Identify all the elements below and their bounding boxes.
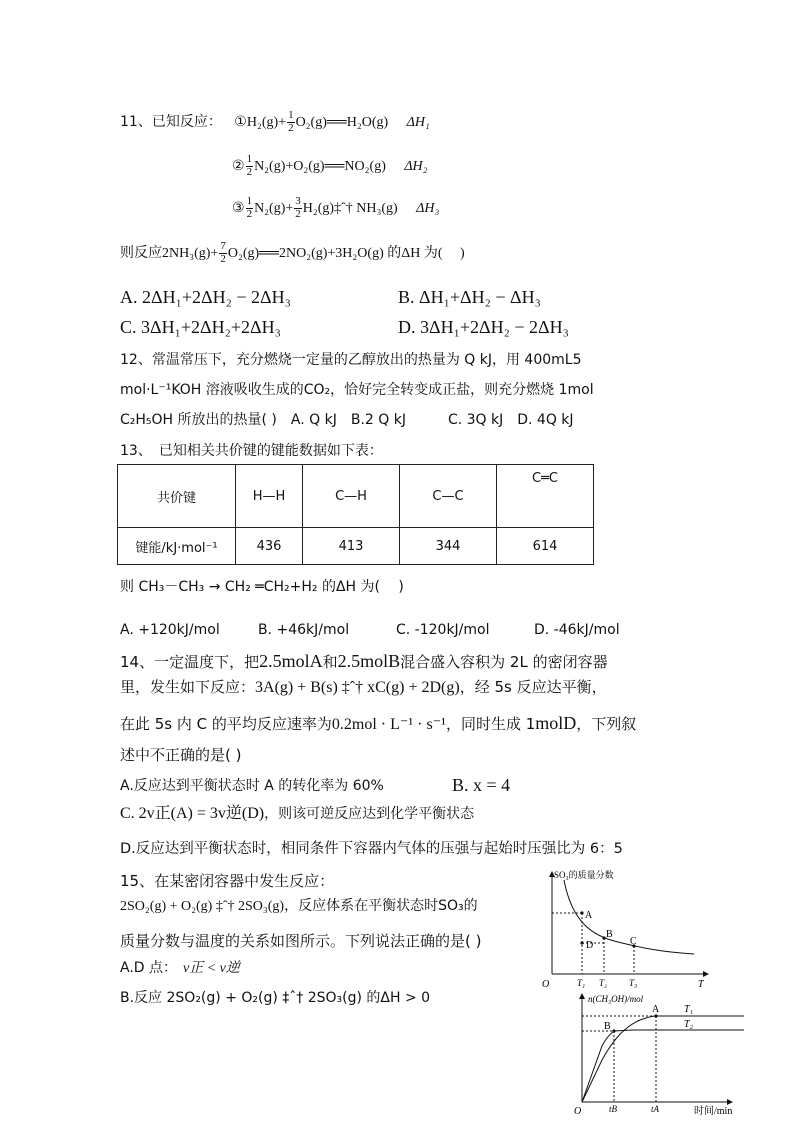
q11-option-b: B. ΔH₁+ΔH₂ − ΔH₃: [398, 287, 541, 307]
q11-ask: [120, 241, 465, 265]
q11-option-c: C. 3ΔH₁+2ΔH₂+2ΔH₃: [120, 317, 281, 337]
q12-line-1: 12、常温常压下，充分燃烧一定量的乙醇放出的热量为 Q kJ，用 400mL5: [120, 352, 582, 368]
x-axis-label: 时间/min: [694, 1106, 733, 1116]
q14-line-3: 在此 5s 内 C 的平均反应速率为0.2mol · L⁻¹ · s⁻¹，同时生成 1molD，下列叙: [120, 713, 637, 733]
origin-label: O: [542, 979, 550, 990]
q11-stem-line: [120, 110, 430, 134]
q11-option-d: D. 3ΔH₁+2ΔH₂ − 2ΔH₃: [398, 317, 569, 337]
label-b: B: [606, 929, 613, 940]
label-d: D: [586, 940, 594, 951]
reaction-1-pre: H₂(g)+: [246, 115, 287, 131]
q13-option-b: B. +46kJ/mol: [258, 622, 350, 638]
reaction-3-mark: ③: [232, 200, 245, 217]
reaction-1-fraction: $\frac{1}{2}$: [288, 109, 294, 134]
q15-option-a: A.D 点： v正 < v逆: [120, 960, 240, 976]
ch3oh-time-graph: [572, 990, 754, 1116]
label-a: A: [585, 910, 593, 921]
table-row: [118, 528, 594, 565]
y-axis-label: n(CH₃OH)/mol: [588, 994, 644, 1004]
q14-option-c: C. 2v正(A) = 3v逆(D)，则该可逆反应达到化学平衡状态: [120, 805, 475, 822]
curve-t2: [582, 1030, 744, 1102]
q14-line-4: 述中不正确的是( ): [120, 746, 242, 764]
q14-equation: 3A(g) + B(s) ‡ˆ† xC(g) + 2D(g): [255, 679, 460, 696]
label-a: A: [652, 1004, 660, 1015]
reaction-3-mid: N₂(g)+: [254, 201, 294, 217]
tick-t1: T₁: [577, 978, 586, 988]
q11-ask-fraction: $\frac{7}{2}$: [220, 240, 226, 265]
q13-option-a: A. +120kJ/mol: [120, 622, 220, 638]
table-cell: 键能/kJ·mol⁻¹: [118, 528, 236, 565]
curve-label-t1: T₁: [684, 1004, 694, 1015]
q14-option-a: A.反应达到平衡状态时 A 的转化率为 60%: [120, 778, 384, 794]
q15-line-1: 15、在某密闭容器中发生反应：: [120, 872, 335, 890]
bond-energy-table: [117, 464, 594, 565]
q11-stem: 11、已知反应：: [120, 114, 222, 131]
x-axis-label: T: [698, 979, 704, 990]
point-d: [580, 941, 583, 944]
reaction-2-post: N₂(g)+O₂(g)══NO₂(g): [254, 159, 386, 175]
tick-tb: tB: [609, 1104, 617, 1114]
q14-line-2: 里，发生如下反应：3A(g) + B(s) ‡ˆ† xC(g) + 2D(g)，经 5s 反应达平衡，: [120, 678, 607, 696]
q14-option-d: D.反应达到平衡状态时，相同条件下容器内气体的压强与起始时压强比为 6：5: [120, 841, 623, 857]
table-header-cell: C—C: [400, 465, 497, 528]
origin-label: O: [574, 1106, 582, 1116]
table-cell: 344: [400, 528, 497, 565]
tick-t3: T₃: [629, 978, 638, 988]
label-c: C: [630, 936, 637, 947]
reaction-3-fraction-2: $\frac{3}{2}$: [295, 195, 301, 220]
tick-ta: tA: [651, 1104, 659, 1114]
label-b: B: [604, 1021, 611, 1032]
so3-temperature-graph: [538, 866, 714, 990]
q15-line-2: 2SO₂(g) + O₂(g) ‡ˆ† 2SO₃(g)，反应体系在平衡状态时SO₃的: [120, 898, 478, 914]
table-cell: 614: [497, 528, 594, 565]
q15-option-b: B.反应 2SO₂(g) + O₂(g) ‡ˆ† 2SO₃(g) 的ΔH > 0: [120, 990, 431, 1006]
table-cell: 436: [236, 528, 303, 565]
q14-option-b: B. x = 4: [452, 775, 511, 795]
reaction-1-mark: ①: [234, 114, 247, 131]
q11-ask-pre: 则反应2NH₃(g)+: [120, 246, 219, 262]
q12-line-3: C₂H₅OH 所放出的热量( ) A. Q kJ B.2 Q kJ C. 3Q kJ D. 4Q kJ: [120, 412, 574, 428]
reaction-2-fraction: $\frac{1}{2}$: [246, 153, 253, 178]
reaction-3-dh: ΔH₃: [416, 201, 440, 217]
q13-option-c: C. -120kJ/mol: [396, 622, 490, 638]
q13-ask: 则 CH₃－CH₃ → CH₂ ═CH₂+H₂ 的ΔH 为( ): [120, 579, 404, 595]
curve-label-t2: T₂: [684, 1019, 694, 1030]
point-b: [612, 1029, 615, 1032]
reaction-2-dh: ΔH₂: [404, 159, 428, 175]
table-cell: 413: [303, 528, 400, 565]
y-axis-label: SO₃的质量分数: [554, 870, 614, 880]
tick-t2: T₂: [599, 978, 608, 988]
q13-option-d: D. -46kJ/mol: [534, 622, 620, 638]
q11-reaction-2: [232, 154, 428, 178]
table-header-cell: H—H: [236, 465, 303, 528]
q11-option-a: A. 2ΔH₁+2ΔH₂ − 2ΔH₃: [120, 287, 291, 307]
table-header-row: [118, 465, 594, 528]
reaction-3-post: H₂(g)‡ˆ† NH₃(g): [302, 201, 398, 217]
reaction-1-dh: ΔH₁: [406, 115, 430, 131]
q14-line-1: 14、一定温度下，把2.5molA和2.5molB混合盛入容积为 2L 的密闭容器: [120, 651, 608, 671]
q12-line-2: mol·L⁻¹KOH 溶液吸收生成的CO₂，恰好完全转变成正盐，则充分燃烧 1mol: [120, 382, 594, 398]
q11-reaction-3: [232, 196, 439, 220]
table-header-cell: C—H: [303, 465, 400, 528]
reaction-3-fraction-1: $\frac{1}{2}$: [246, 195, 253, 220]
q15-line-3: 质量分数与温度的关系如图所示。下列说法正确的是( ): [120, 932, 482, 950]
point-a: [580, 911, 583, 914]
reaction-2-mark: ②: [232, 158, 245, 175]
table-header-cell: 共价键: [118, 465, 236, 528]
q11-ask-post: O₂(g)══2NO₂(g)+3H₂O(g) 的ΔH 为( ): [227, 246, 465, 262]
reaction-1-post: O₂(g)══H₂O(g): [295, 115, 389, 131]
table-header-cell: C═C: [497, 465, 594, 528]
q13-stem: 13、 已知相关共价键的键能数据如下表：: [120, 443, 383, 459]
